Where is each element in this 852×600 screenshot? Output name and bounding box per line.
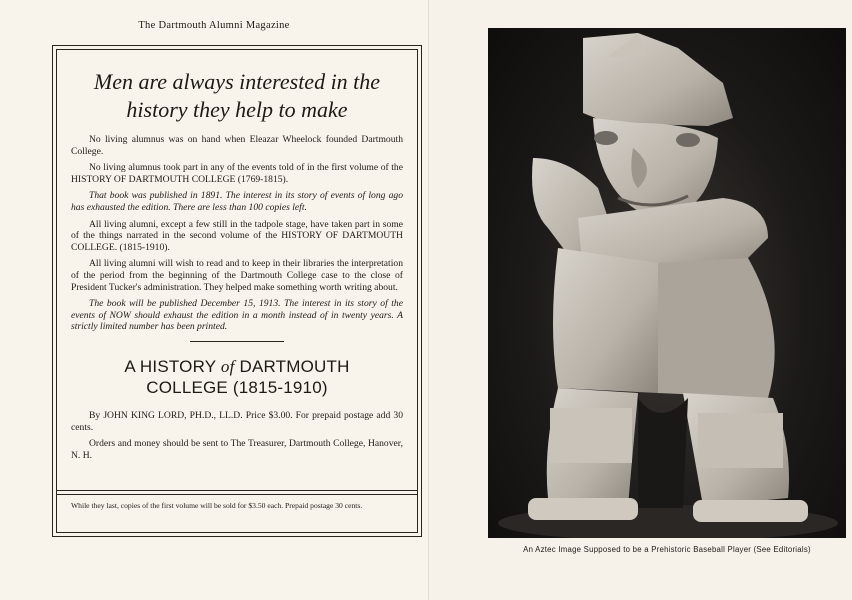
ad-body (71, 134, 403, 333)
advertisement-frame (52, 45, 422, 537)
order-line: Orders and money should be sent to The Treasurer, Dartmouth College, Hanover, N. H. (71, 438, 403, 461)
aztec-figure-illustration (488, 28, 846, 538)
divider-rule (190, 341, 284, 342)
title-part-2: DARTMOUTH (239, 356, 350, 376)
headline-line-2: history they help to make (126, 97, 348, 122)
title-part-1: A HISTORY (124, 356, 216, 376)
double-rule (57, 490, 417, 495)
book-title (71, 356, 403, 398)
paragraph-1: No living alumnus was on hand when Eleazar Wheelock founded Dartmouth College. (71, 134, 403, 157)
running-head: The Dartmouth Alumni Magazine (138, 20, 290, 31)
headline-line-1: Men are always interested in the (93, 69, 381, 94)
paragraph-2: No living alumnus took part in any of the events told of in the first volume of the HISTORY OF DARTMOUTH COLLEGE (1769-1815). (71, 162, 403, 185)
order-info (71, 410, 403, 461)
advertisement-inner (56, 49, 418, 533)
paragraph-5: All living alumni will wish to read and to keep in their libraries the interpretation of the period from the beginning of the Dartmouth College case to the close of President Tucker's administration. They helped make something worth writing about. (71, 258, 403, 293)
title-of: of (220, 356, 235, 376)
paragraph-4: All living alumni, except a few still in the tadpole stage, have taken part in some of the things narrated in the second volume of the HISTORY OF DARTMOUTH COLLEGE. (1815-1910). (71, 218, 403, 253)
title-line-2: COLLEGE (1815-1910) (146, 377, 328, 397)
paragraph-6: The book will be published December 15, 1913. The interest in its story of the events of NOW should exhaust the edition in a month instead of in twenty years. A strictly limited number has been printed. (71, 298, 403, 333)
price-line: By JOHN KING LORD, PH.D., LL.D. Price $3.00. For prepaid postage add 30 cents. (71, 409, 403, 433)
footnote: While they last, copies of the first volume will be sold for $3.50 each. Prepaid postage 30 cents. (71, 501, 363, 510)
headline (71, 68, 403, 124)
aztec-figure-photo (488, 28, 846, 538)
paragraph-3: That book was published in 1891. The interest in its story of events of long ago has exhausted the edition. There are less than 100 copies left. (71, 190, 403, 213)
photo-caption: An Aztec Image Supposed to be a Prehistoric Baseball Player (See Editorials) (523, 545, 811, 554)
